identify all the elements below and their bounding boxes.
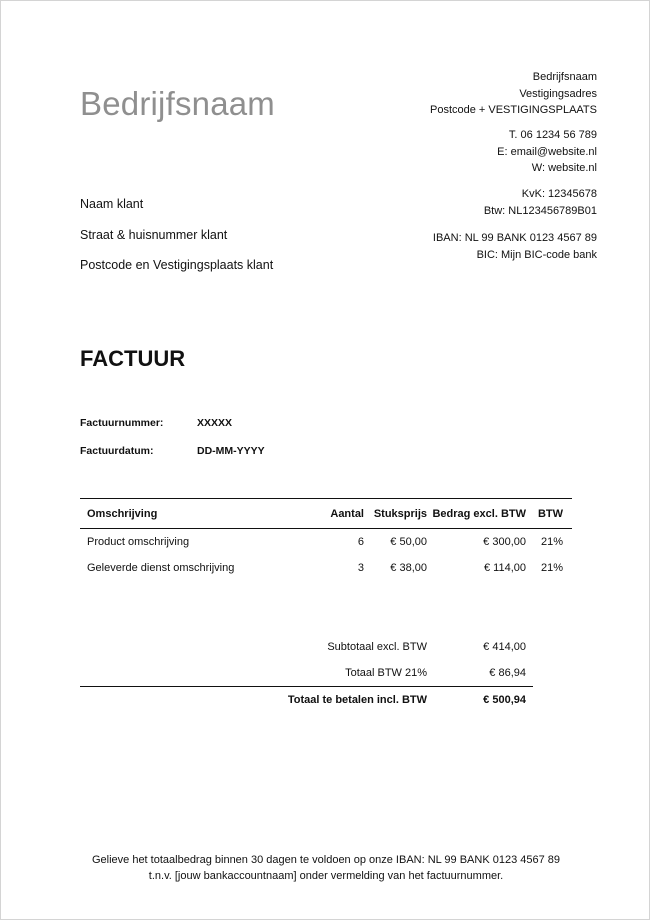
row-vat: 21%: [540, 562, 563, 574]
grand-total-label: Totaal te betalen incl. BTW: [287, 694, 427, 706]
client-street: Straat & huisnummer klant: [80, 228, 228, 242]
payment-instructions: [1, 852, 650, 884]
invoice-number-value: XXXXX: [197, 417, 233, 429]
row-unit-price: € 50,00: [390, 536, 427, 548]
sender-address-block: [430, 69, 597, 119]
payment-instructions-line-2: t.n.v. [jouw bankaccountnaam] onder vermelding van het factuurnummer.: [148, 870, 504, 882]
sender-postcode-city: Postcode + VESTIGINGSPLAATS: [429, 104, 597, 116]
sender-email: E: email@website.nl: [497, 145, 597, 158]
sender-kvk: KvK: 12345678: [521, 188, 597, 200]
row-quantity: 3: [357, 562, 364, 574]
header-amount-excl-vat: Bedrag excl. BTW: [432, 508, 526, 520]
client-postcode-city: Postcode en Vestigingsplaats klant: [80, 258, 274, 272]
vat-total-value: € 86,94: [489, 667, 526, 679]
totals-rule: [80, 686, 533, 687]
header-quantity: Aantal: [330, 508, 364, 520]
sender-iban: IBAN: NL 99 BANK 0123 4567 89: [432, 232, 597, 244]
company-logo-text: Bedrijfsnaam: [80, 85, 275, 122]
table-top-rule: [80, 498, 572, 499]
header-description: Omschrijving: [87, 508, 158, 520]
invoice-date-label: Factuurdatum:: [80, 445, 154, 457]
row-description: Geleverde dienst omschrijving: [87, 562, 235, 574]
subtotal-value: € 414,00: [483, 641, 526, 653]
table-header-rule: [80, 528, 572, 529]
vat-total-label: Totaal BTW 21%: [345, 667, 427, 679]
header-unit-price: Stuksprijs: [373, 508, 427, 520]
sender-name: Bedrijfsnaam: [532, 71, 597, 83]
invoice-date-value: DD-MM-YYYY: [197, 445, 265, 457]
grand-total-value: € 500,94: [483, 694, 526, 706]
row-unit-price: € 38,00: [390, 562, 427, 574]
subtotal-label: Subtotaal excl. BTW: [327, 641, 427, 653]
client-name: Naam klant: [80, 197, 144, 211]
header-vat: BTW: [537, 508, 563, 520]
sender-registration-block: [484, 186, 597, 219]
sender-bic: BIC: Mijn BIC-code bank: [476, 248, 597, 261]
sender-address: Vestigingsadres: [519, 87, 597, 100]
sender-contact-block: [497, 127, 597, 177]
sender-phone: T. 06 1234 56 789: [508, 129, 597, 141]
row-amount: € 300,00: [483, 536, 526, 548]
row-quantity: 6: [357, 536, 364, 548]
invoice-number-label: Factuurnummer:: [80, 417, 164, 429]
sender-website: W: website.nl: [531, 162, 597, 174]
payment-instructions-line-1: Gelieve het totaalbedrag binnen 30 dagen te voldoen op onze IBAN: NL 99 BANK 0123 4567 89: [91, 854, 561, 866]
sender-btw: Btw: NL123456789B01: [483, 204, 597, 217]
row-vat: 21%: [540, 536, 563, 548]
invoice-title: FACTUUR: [80, 346, 186, 371]
row-description: Product omschrijving: [87, 536, 190, 548]
sender-bank-block: [433, 230, 597, 263]
row-amount: € 114,00: [483, 562, 526, 574]
